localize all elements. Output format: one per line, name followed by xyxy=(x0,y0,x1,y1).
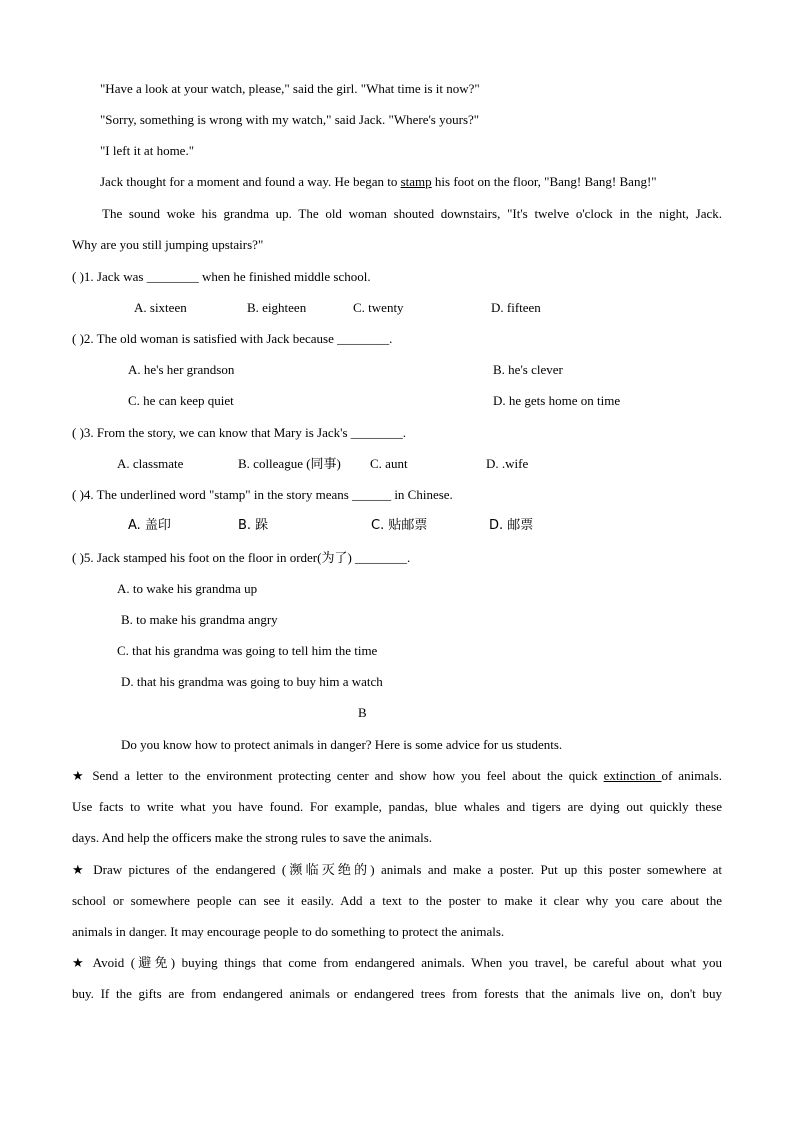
question-3-stem: ( )3. From the story, we can know that Mary is Jack's ________. xyxy=(72,425,407,440)
advice-1-line-2: Use facts to write what you have found. For example, pandas, blue whales and tigers are dying out quickly these xyxy=(72,799,722,814)
advice-1-line-1 xyxy=(72,768,722,784)
question-5-option-a: A. to wake his grandma up xyxy=(117,581,258,596)
question-2-option-c: C. he can keep quiet xyxy=(128,393,234,408)
story-paragraph-4 xyxy=(100,174,657,190)
question-4-option-b: B. 跺 xyxy=(238,518,269,533)
question-3-option-b: B. colleague (同事) xyxy=(238,456,341,471)
story-text: Jack thought for a moment and found a way. He began to xyxy=(100,174,401,189)
advice-2-line-3: animals in danger. It may encourage people to do something to protect the animals. xyxy=(72,924,505,939)
advice-2-line-2: school or somewhere people can see it easily. Add a text to the poster to make it clear why you care about the xyxy=(72,893,722,908)
advice-2-line-1: ★ Draw pictures of the endangered (濒临灭绝的) animals and make a poster. Put up this poster somewhere at xyxy=(72,862,722,877)
question-4-option-a: A. 盖印 xyxy=(128,518,171,533)
question-1-option-a: A. sixteen xyxy=(134,300,187,315)
advice-3-line-1: ★ Avoid (避免) buying things that come from endangered animals. When you travel, be careful about what you xyxy=(72,955,722,970)
question-1-option-c: C. twenty xyxy=(353,300,404,315)
story-paragraph-5-line-2: Why are you still jumping upstairs?" xyxy=(72,237,264,252)
story-paragraph-2: "Sorry, something is wrong with my watch," said Jack. "Where's yours?" xyxy=(100,112,480,127)
question-3-option-d: D. .wife xyxy=(486,456,529,471)
question-2-option-b: B. he's clever xyxy=(493,362,563,377)
question-2-option-a: A. he's her grandson xyxy=(128,362,235,377)
question-1-option-b: B. eighteen xyxy=(247,300,307,315)
advice-1-line-3: days. And help the officers make the strong rules to save the animals. xyxy=(72,830,433,845)
question-1-stem: ( )1. Jack was ________ when he finished middle school. xyxy=(72,269,371,284)
question-3-option-a: A. classmate xyxy=(117,456,184,471)
story-paragraph-1: "Have a look at your watch, please," said the girl. "What time is it now?" xyxy=(100,81,480,96)
advice-text: ★ Send a letter to the environment protecting center and show how you feel about the quick xyxy=(72,768,604,783)
question-4-option-d: D. 邮票 xyxy=(489,518,534,533)
question-2-option-d: D. he gets home on time xyxy=(493,393,621,408)
underlined-word-extinction: extinction xyxy=(603,768,662,783)
section-b-intro: Do you know how to protect animals in danger? Here is some advice for us students. xyxy=(121,737,563,752)
section-b-heading: B xyxy=(358,705,367,720)
story-paragraph-5-line-1: The sound woke his grandma up. The old woman shouted downstairs, "It's twelve o'clock in the night, Jack. xyxy=(102,206,722,221)
question-3-option-c: C. aunt xyxy=(370,456,408,471)
question-5-option-c: C. that his grandma was going to tell him the time xyxy=(117,643,378,658)
underlined-word-stamp: stamp xyxy=(400,174,432,189)
question-4-stem: ( )4. The underlined word "stamp" in the story means ______ in Chinese. xyxy=(72,487,453,502)
story-paragraph-3: "I left it at home." xyxy=(100,143,195,158)
question-5-option-b: B. to make his grandma angry xyxy=(121,612,278,627)
advice-text: of animals. xyxy=(661,768,722,783)
question-2-stem: ( )2. The old woman is satisfied with Jack because ________. xyxy=(72,331,393,346)
advice-3-line-2: buy. If the gifts are from endangered animals or endangered trees from forests that the animals live on, don't buy xyxy=(72,986,722,1001)
story-text: his foot on the floor, "Bang! Bang! Bang!" xyxy=(431,174,657,189)
question-5-stem: ( )5. Jack stamped his foot on the floor in order(为了) ________. xyxy=(72,550,411,565)
question-5-option-d: D. that his grandma was going to buy him a watch xyxy=(121,674,383,689)
question-4-option-c: C. 贴邮票 xyxy=(371,518,428,533)
question-1-option-d: D. fifteen xyxy=(491,300,541,315)
